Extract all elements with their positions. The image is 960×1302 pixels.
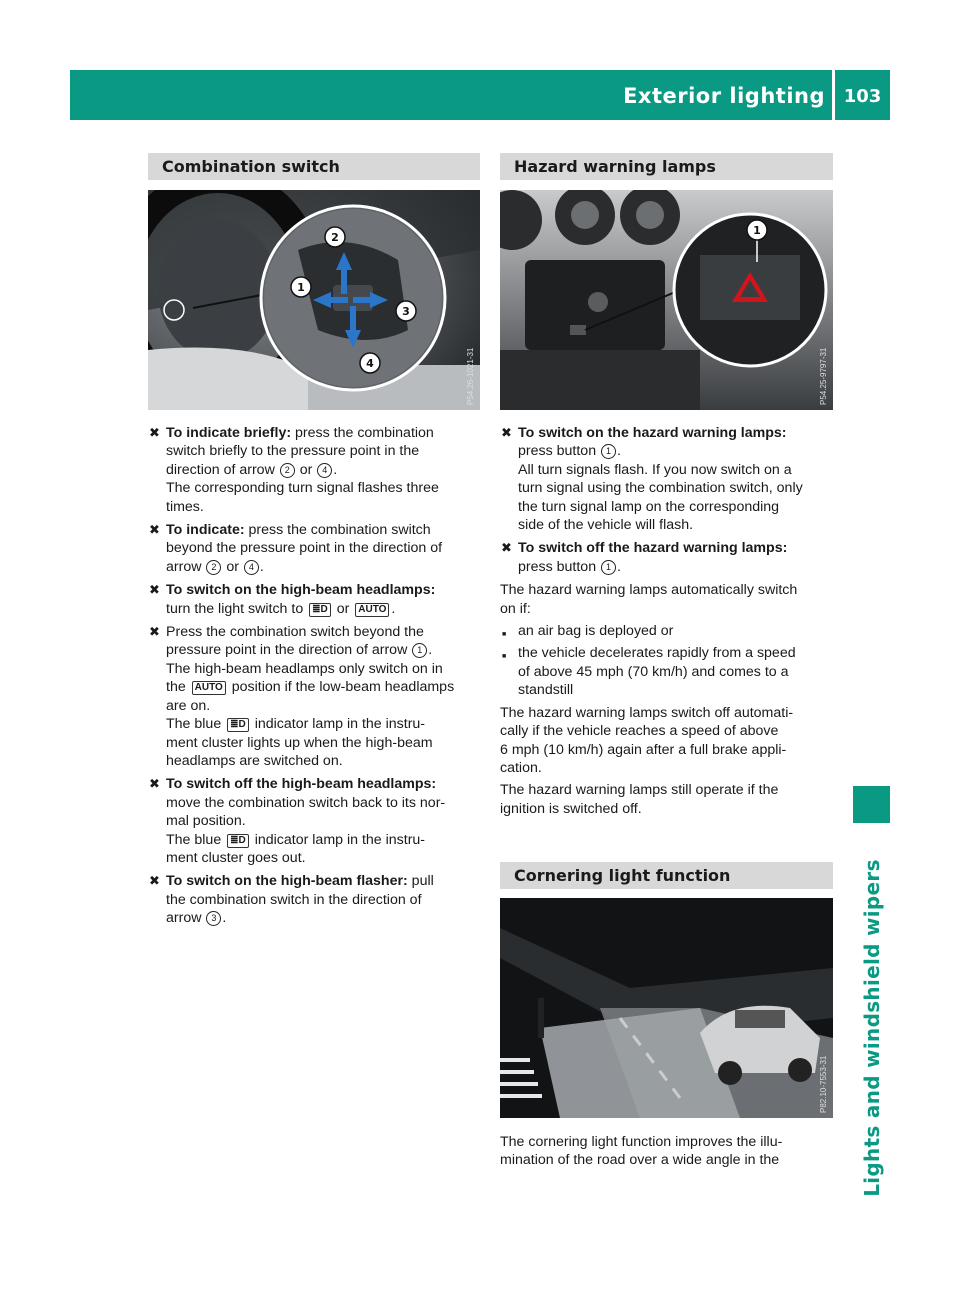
hazard-warning-figure bbox=[500, 190, 833, 410]
page-section-title: Exterior lighting bbox=[623, 84, 825, 108]
callout-2: 2 bbox=[331, 231, 339, 244]
figure-code: P54.25-9797-31 bbox=[819, 347, 828, 405]
callout-ref: 2 bbox=[280, 463, 295, 478]
callout-1: 1 bbox=[297, 281, 305, 294]
instruction-step: ✖ To switch off the high-beam headlamps: move the combination switch back to its nor- mal position. The blue ≣D indicator lamp in the instru- ment cluster goes out. bbox=[149, 776, 446, 866]
chapter-tab-label: Lights and windshield wipers bbox=[859, 859, 884, 1197]
callout-ref: 1 bbox=[601, 444, 616, 459]
instruction-step: ✖ To switch on the high-beam flasher: pull the combination switch in the direction of arrow 3 . bbox=[149, 873, 434, 927]
cornering-light-body bbox=[500, 1133, 836, 1174]
section-heading-combination-switch: Combination switch bbox=[148, 153, 480, 180]
step-arrow-icon: ✖ bbox=[149, 624, 160, 640]
bullet-icon: ■ bbox=[502, 653, 507, 661]
instruction-step: ✖ To switch on the high-beam headlamps: turn the light switch to ≣D or AUTO . bbox=[149, 582, 436, 617]
step-arrow-icon: ✖ bbox=[501, 425, 512, 440]
chapter-tab bbox=[853, 838, 890, 1218]
lamp-symbol-icon: ≣D bbox=[309, 603, 331, 617]
cornering-light-figure bbox=[500, 898, 833, 1118]
step-arrow-icon: ✖ bbox=[149, 582, 160, 598]
lamp-symbol-icon: ≣D bbox=[227, 834, 249, 848]
step-arrow-icon: ✖ bbox=[149, 873, 160, 889]
combination-switch-body bbox=[148, 424, 484, 933]
paragraph: The cornering light function improves the illu- mination of the road over a wide angle in the bbox=[500, 1134, 783, 1169]
combination-switch-figure bbox=[148, 190, 480, 410]
callout-ref: 4 bbox=[317, 463, 332, 478]
step-arrow-icon: ✖ bbox=[149, 522, 160, 538]
figure-code: P82.10-7553-31 bbox=[819, 1055, 828, 1113]
step-arrow-icon: ✖ bbox=[501, 540, 512, 556]
lamp-symbol-icon: AUTO bbox=[192, 681, 226, 695]
bullet-item: ■ the vehicle decelerates rapidly from a speed of above 45 mph (70 km/h) and comes to a standstill bbox=[502, 645, 796, 699]
instruction-step: ✖ To indicate: press the combination switch beyond the pressure point in the direction of arrow 2 or 4 . bbox=[149, 522, 443, 575]
instruction-step: ✖ To switch off the hazard warning lamps: press button 1 . bbox=[501, 540, 788, 575]
step-arrow-icon: ✖ bbox=[149, 776, 160, 792]
callout-3: 3 bbox=[402, 305, 410, 318]
instruction-step: ✖ Press the combination switch beyond the pressure point in the direction of arrow 1 . The high-beam headlamps only switch on in the AUTO position if the low-beam headlamps are on. The blue ≣D indicator lamp in the instru- ment cluster lights up when the high-beam headlamps are switched on. bbox=[149, 624, 455, 769]
bullet-item: ■ an air bag is deployed or bbox=[500, 622, 836, 640]
page-number: 103 bbox=[843, 86, 882, 107]
hazard-warning-body bbox=[500, 424, 836, 822]
paragraph: The hazard warning lamps automatically switch on if: bbox=[500, 582, 798, 617]
instruction-step: ✖ To indicate briefly: press the combination switch briefly to the pressure point in the direction of arrow 2 or 4 . The corresponding turn signal flashes three times. bbox=[149, 425, 439, 515]
section-heading-hazard-warning-lamps: Hazard warning lamps bbox=[500, 153, 833, 180]
callout-ref: 1 bbox=[601, 560, 616, 575]
callout-4: 4 bbox=[366, 357, 374, 370]
callout-ref: 4 bbox=[244, 560, 259, 575]
lamp-symbol-icon: ≣D bbox=[227, 718, 249, 732]
callout-ref: 2 bbox=[206, 560, 221, 575]
step-arrow-icon: ✖ bbox=[149, 425, 160, 440]
callout-ref: 1 bbox=[412, 643, 427, 658]
callout-ref: 3 bbox=[206, 911, 221, 926]
chapter-marker bbox=[853, 786, 890, 823]
paragraph: The hazard warning lamps switch off automati- cally if the vehicle reaches a speed of above 6 mph (10 km/h) again after a full brake appli- cation. bbox=[500, 704, 794, 776]
figure-code: P54.26-1021-31 bbox=[466, 347, 475, 405]
paragraph: The hazard warning lamps still operate if the ignition is switched off. bbox=[500, 782, 779, 817]
instruction-step: ✖ To switch on the hazard warning lamps: press button 1 . All turn signals flash. If you now switch on a turn signal using the combination switch, only the turn signal lamp on the corresponding side of the vehicle will flash. bbox=[501, 425, 803, 534]
callout-1: 1 bbox=[753, 224, 761, 237]
lamp-symbol-icon: AUTO bbox=[355, 603, 389, 617]
bullet-icon: ■ bbox=[502, 631, 507, 639]
section-heading-cornering-light: Cornering light function bbox=[500, 862, 833, 889]
